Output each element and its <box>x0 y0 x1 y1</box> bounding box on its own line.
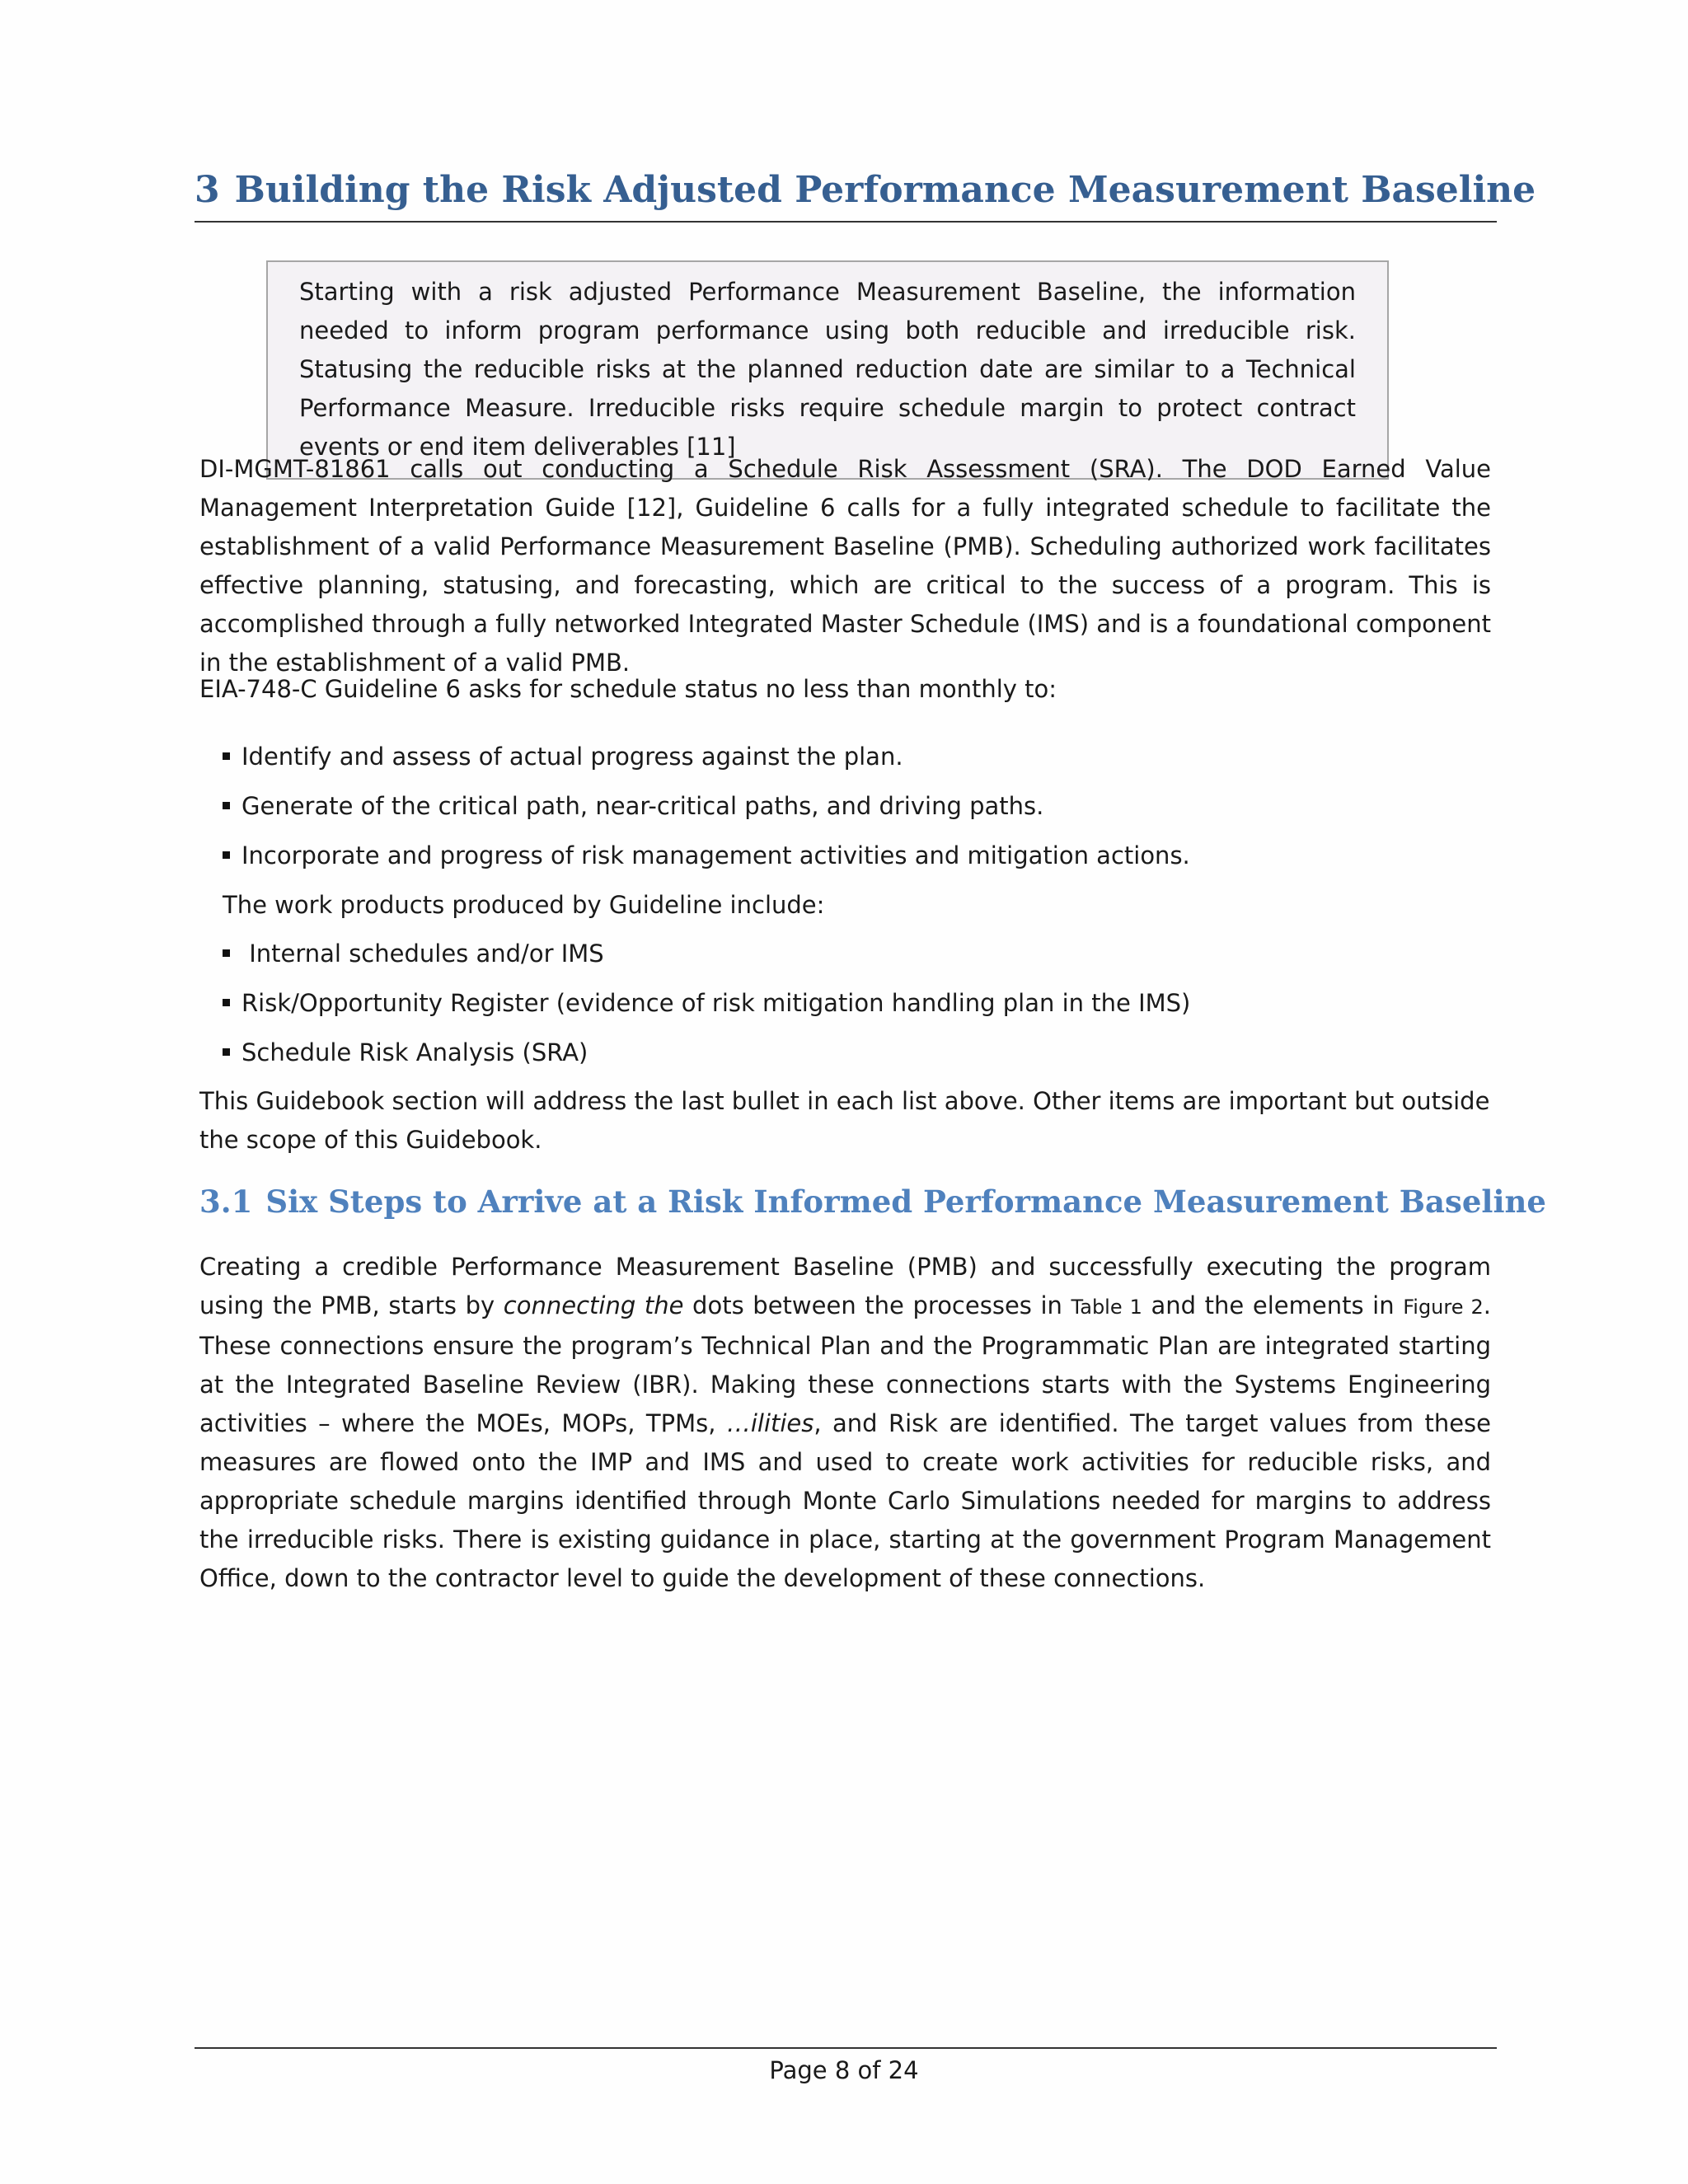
paragraph-guidebook-scope: This Guidebook section will address the last bullet in each list above. Other items are important but outside the scope of this Guidebook. <box>199 1087 1490 1154</box>
list-item: Generate of the critical path, near-critical paths, and driving paths. <box>223 781 1190 831</box>
section-title: Building the Risk Adjusted Performance Measurement Baseline <box>234 169 1536 211</box>
page-number: Page 8 of 24 <box>769 2056 919 2084</box>
schedule-status-list <box>223 732 1190 880</box>
table-reference-link[interactable]: Table 1 <box>1071 1296 1142 1319</box>
paragraph-credible-pmb: Creating a credible Performance Measurement Baseline (PMB) and successfully executing the program using the PMB, starts by connecting the dots between the processes in Table 1 and the elements in Figure 2. These connections ensure the program’s Technical Plan and the Programmatic Plan are integrated starting at the Integrated Baseline Review (IBR). Making these connections starts with the Systems Engineering activities – where the MOEs, MOPs, TPMs, …ilities, and Risk are identified. The target values from these measures are flowed onto the IMP and IMS and used to create work activities for reducible risks, and appropriate schedule margins identified through Monte Carlo Simulations needed for margins to address the irreducible risks. There is existing guidance in place, starting at the government Program Management Office, down to the contractor level to guide the development of these connections. <box>199 1253 1491 1592</box>
list-item: Risk/Opportunity Register (evidence of risk mitigation handling plan in the IMS) <box>223 978 1190 1028</box>
list-item: Internal schedules and/or IMS <box>223 929 1190 978</box>
section-heading <box>195 169 1536 223</box>
square-bullet-icon <box>223 851 230 859</box>
paragraph-sra-intro: DI-MGMT-81861 calls out conducting a Schedule Risk Assessment (SRA). The DOD Earned Value Management Interpretation Guide [12], Guideline 6 calls for a fully integrated schedule to facilitate the establishment of a valid Performance Measurement Baseline (PMB). Scheduling authorized work facilitates effective planning, statusing, and forecasting, which are critical to the success of a program. This is accomplished through a fully networked Integrated Master Schedule (IMS) and is a foundational component in the establishment of a valid PMB. <box>199 455 1491 677</box>
subsection-title: Six Steps to Arrive at a Risk Informed Performance Measurement Baseline <box>265 1183 1546 1220</box>
square-bullet-icon <box>223 752 230 760</box>
list-item: Schedule Risk Analysis (SRA) <box>223 1028 1190 1077</box>
summary-callout <box>266 260 1389 480</box>
list-item: Incorporate and progress of risk management activities and mitigation actions. <box>223 831 1190 880</box>
callout-text: Starting with a risk adjusted Performance Measurement Baseline, the information needed to inform program performance using both reducible and irreducible risk. Statusing the reducible risks at the planned reduction date are similar to a Technical Performance Measure. Irreducible risks require schedule margin to protect contract events or end item deliverables [11] <box>299 278 1356 461</box>
square-bullet-icon <box>223 1048 230 1056</box>
subsection-number: 3.1 <box>199 1183 253 1220</box>
square-bullet-icon <box>223 999 230 1006</box>
figure-reference-link[interactable]: Figure 2 <box>1403 1296 1484 1319</box>
subsection-heading <box>199 1183 1546 1220</box>
paragraph-guideline-6: EIA-748-C Guideline 6 asks for schedule status no less than monthly to: <box>199 675 1057 703</box>
section-number: 3 <box>195 169 220 211</box>
footer-divider <box>195 2047 1497 2049</box>
list-item: Identify and assess of actual progress against the plan. <box>223 732 1190 781</box>
square-bullet-icon <box>223 949 230 957</box>
work-products-lead: The work products produced by Guideline include: <box>223 891 825 919</box>
square-bullet-icon <box>223 802 230 809</box>
work-products-list <box>223 929 1190 1077</box>
